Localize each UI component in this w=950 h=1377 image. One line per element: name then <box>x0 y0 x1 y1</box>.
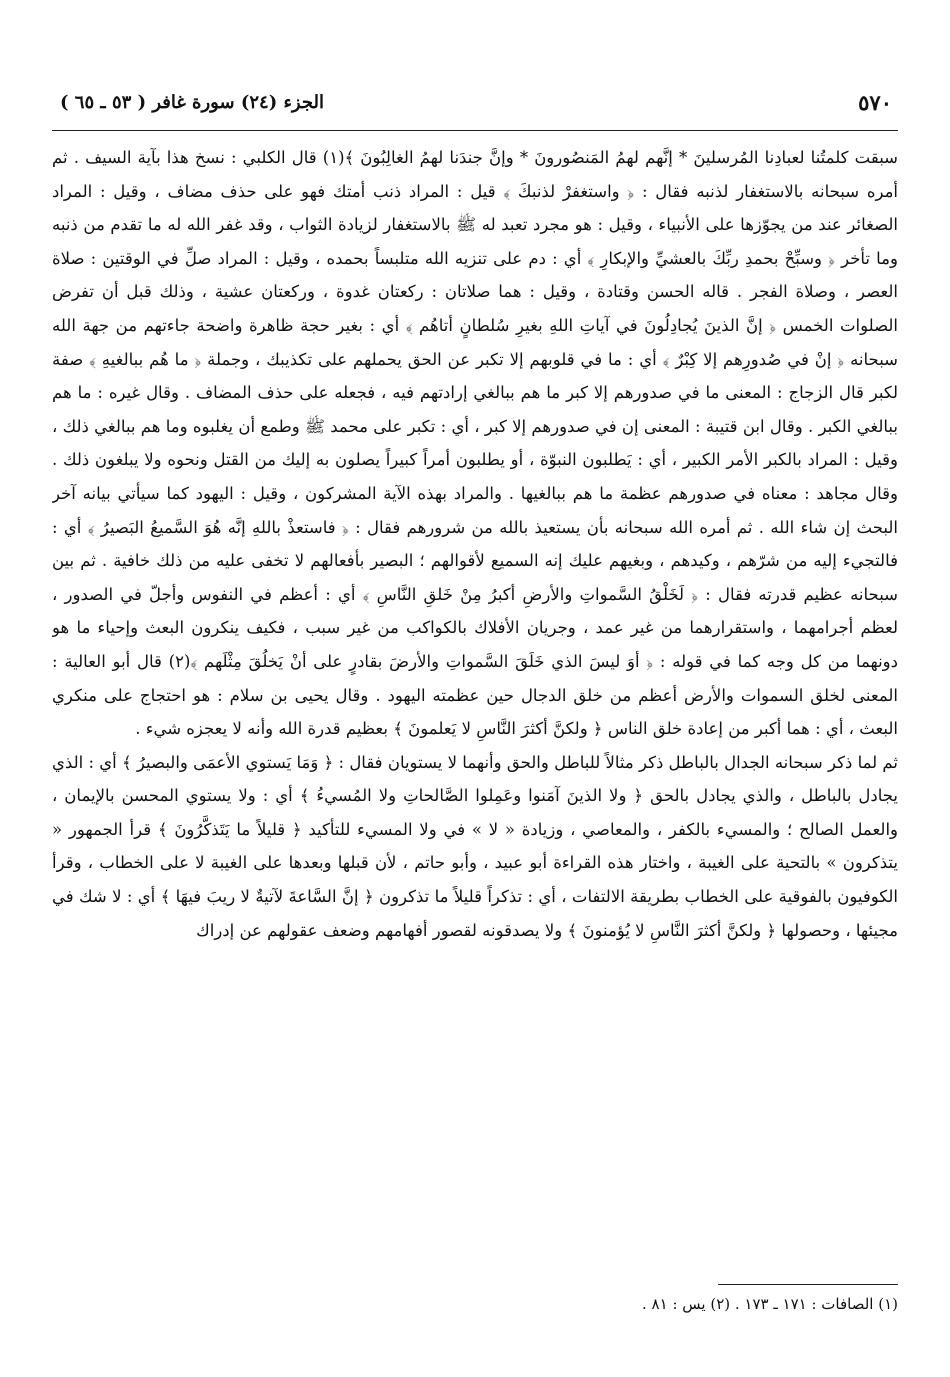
running-title: الجزء (٢٤) سورة غافر ( ٥٣ ـ ٦٥ ) <box>60 92 324 113</box>
body-text <box>52 141 898 1218</box>
paragraph: ثم لما ذكر سبحانه الجدال بالباطل ذكر مثالاً للباطل والحق وأنهما لا يستويان فقال : ﴿ وَمَا يَستوي الأعمَى والبصيرُ ﴾ أي : الذي يجادل بالباطل ، والذي يجادل بالحق ﴿ ولا الذينَ آمَنوا وعَمِلوا الصَّالحاتِ ولا المُسيءُ ﴾ أي : ولا يستوي المحسن بالإيمان ، والعمل الصالح ؛ والمسيء بالكفر ، والمعاصي ، وزيادة « لا » في ولا المسيء للتأكيد ﴿ قليلاً ما يَتَذكَّرُونَ ﴾ قرأ الجمهور « يتذكرون » بالتحية على الغيبة ، واختار هذه القراءة أبو عبيد ، وأبو حاتم ، لأن قبلها وبعدها على الغيبة لا على الخطاب ، وقرأ الكوفيون بالفوقية على الخطاب بطريقة الالتفات ، أي : تذكراً قليلاً ما تذكرون ﴿ إنَّ السَّاعةَ لآتيةٌ لا ريبَ فيهَا ﴾ أي : لا شك في مجيئها ، وحصولها ﴿ ولكنَّ أكثرَ النَّاسِ لا يُؤمنونَ ﴾ ولا يصدقونه لقصور أفهامهم وضعف عقولهم عن إدراك <box>52 752 898 940</box>
paragraph: سبقت كلمتُنا لعبادِنا المُرسلينَ * إنَّهم لهمُ المَنصُورونَ * وإنَّ جندَنا لهمُ الغالِبُونَ ﴾(١) قال الكلبي : نسخ هذا بآية السيف . ثم أمره سبحانه بالاستغفار لذنبه فقال : ﴿ واستغفرْ لذنبكَ ﴾ قيل : المراد ذنب أمتك فهو على حذف مضاف ، وقيل : المراد الصغائر عند من يجوّزها على الأنبياء ، وقيل : هو مجرد تعبد له ﷺ بالاستغفار لزيادة الثواب ، وقد غفر الله له ما تقدم من ذنبه وما تأخر ﴿ وسبِّحْ بحمدِ ربِّكَ بالعشيِّ والإبكارِ ﴾ أي : دم على تنزيه الله متلبساً بحمده ، وقيل : المراد صلِّ في الوقتين : صلاة العصر ، وصلاة الفجر . قاله الحسن وقتادة ، وقيل : هما صلاتان : ركعتان غدوة ، وركعتان عشية ، وذلك قبل أن تفرض الصلوات الخمس ﴿ إنَّ الذينَ يُجادِلُونَ في آياتِ اللهِ بغيرِ سُلطانٍ أتاهُم ﴾ أي : بغير حجة ظاهرة واضحة جاءتهم من جهة الله سبحانه ﴿ إنْ في صُدورِهم إلا كِبْرٌ ﴾ أي : ما في قلوبهم إلا تكبر عن الحق يحملهم على تكذيبك ، وجملة ﴿ ما هُم ببالغيهِ ﴾ صفة لكبر قال الزجاج : المعنى ما في صدورهم إلا كبر ما هم ببالغي إرادتهم فيه ، فجعله على حذف المضاف . وقال غيره : ما هم ببالغي الكبر . وقال ابن قتيبة : المعنى إن في صدورهم إلا كبر ، أي : تكبر على محمد ﷺ وطمع أن يغلبوه وما هم ببالغي ذلك ، وقيل : المراد بالكبر الأمر الكبير ، أي : يَطلبون النبوّة ، أو يطلبون أمراً كبيراً يصلون به إليك من القتل ونحوه ولا يبلغون ذلك . وقال مجاهد : معناه في صدورهم عظمة ما هم ببالغيها . والمراد بهذه الآية المشركون ، وقيل : اليهود كما سيأتي بيانه آخر البحث إن شاء الله . ثم أمره الله سبحانه بأن يستعيذ بالله من شرورهم فقال : ﴿ فاستعذْ باللهِ إنَّه هُوَ السَّميعُ البَصيرُ ﴾ أي : فالتجيء إليه من شرّهم ، وكيدهم ، وبغيهم عليك إنه السميع لأقوالهم ؛ البصير بأفعالهم لا تخفى عليه من ذلك خافية . ثم بين سبحانه عظيم قدرته فقال : ﴿ لَخَلْقُ السَّمواتِ والأرضِ أكبرُ مِنْ خَلقِ النَّاسِ ﴾ أي : أعظم في النفوس وأجلّ في الصدور ، لعظم أجرامهما ، واستقرارهما من غير عمد ، وجريان الأفلاك بالكواكب من غير سبب ، فكيف ينكرون البعث وإحياء ما هو دونهما من كل وجه كما في قوله : ﴿ أوَ ليسَ الذي خَلَقَ السَّمواتِ والأرضَ بقادرٍ على أنْ يَخلُقَ مِثْلَهم ﴾(٢) قال أبو العالية : المعنى لخلق السموات والأرض أعظم من خلق الدجال حين عظمته اليهود . وقال يحيى بن سلام : هو احتجاج على منكري البعث ، أي : هما أكبر من إعادة خلق الناس ﴿ ولكنَّ أكثرَ النَّاسِ لا يَعلمونَ ﴾ بعظيم قدرة الله وأنه لا يعجزه شيء . <box>52 148 898 739</box>
page-number: ٥٧٠ <box>858 90 892 115</box>
footnotes: (١) الصافات : ١٧١ ـ ١٧٣ . (٢) يس : ٨١ . <box>642 1295 898 1313</box>
page <box>52 88 898 1313</box>
page-header <box>52 88 898 131</box>
footnote-divider <box>718 1284 898 1285</box>
